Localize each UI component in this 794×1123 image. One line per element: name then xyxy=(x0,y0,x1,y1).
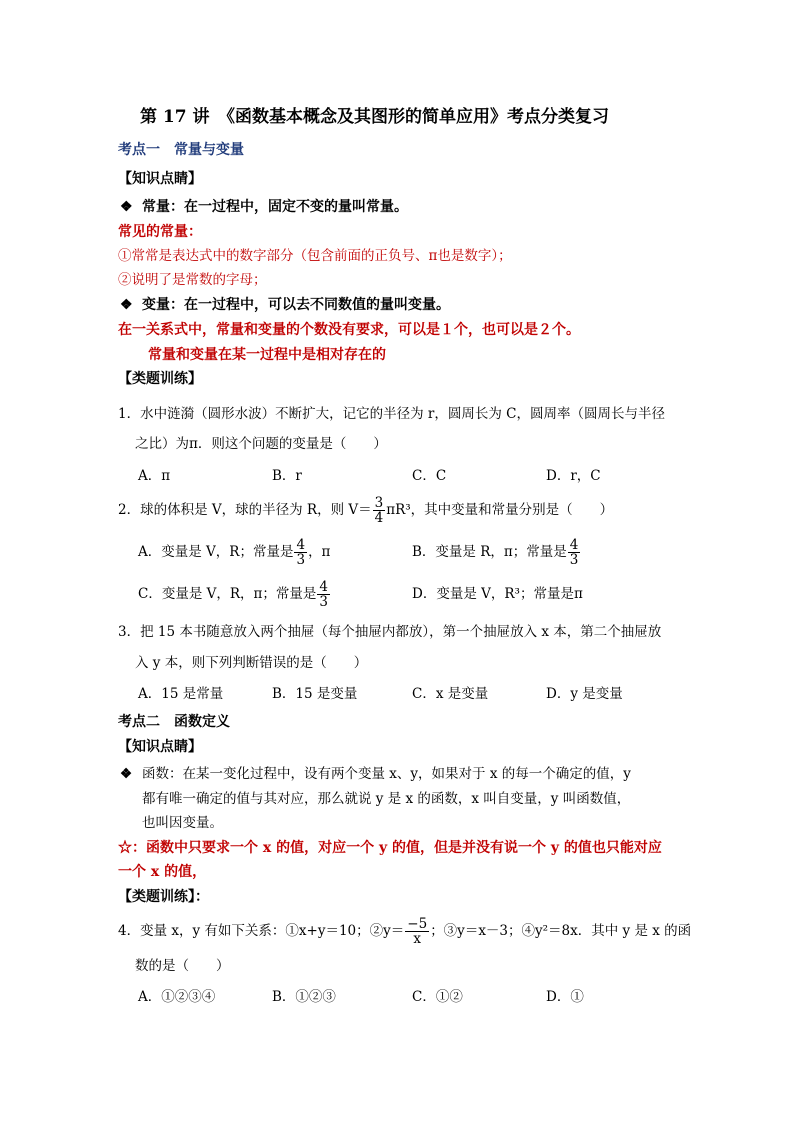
q4-option-c[interactable]: C．①② xyxy=(412,989,463,1005)
q2-option-a-suffix: ，π xyxy=(308,544,331,560)
q2-fraction-numerator: 3 xyxy=(374,495,384,511)
diamond-bullet-icon: ❖ xyxy=(120,297,133,313)
q3-option-a[interactable]: A．15 是常量 xyxy=(138,686,224,702)
note-line-1: 在一关系式中，常量和变量的个数没有要求，可以是１个，也可以是２个。 xyxy=(118,322,580,338)
q3-option-b[interactable]: B．15 是变量 xyxy=(272,686,358,702)
q2-stem xyxy=(118,494,613,526)
q4-option-b[interactable]: B．①②③ xyxy=(272,989,336,1005)
q1-option-c[interactable]: C．C xyxy=(412,468,447,484)
variable-definition-text: 变量：在一过程中，可以去不同数值的量叫变量。 xyxy=(142,297,450,313)
q2-fraction xyxy=(373,496,386,525)
q3-stem-line-1: 3．把 15 本书随意放入两个抽屉（每个抽屉内都放），第一个抽屉放入 x 本，第二个抽屉放 xyxy=(118,624,662,640)
q4-stem xyxy=(118,914,691,948)
q1-stem-line-1: 1．水中涟漪（圆形水波）不断扩大，记它的半径为 r，圆周长为 C，圆周率（圆周长与半径 xyxy=(118,406,665,422)
q1-option-d[interactable]: D．r，C xyxy=(546,468,601,484)
q2-fraction-denominator: 4 xyxy=(374,510,384,526)
section-heading-1: 考点一 常量与变量 xyxy=(118,142,244,158)
common-constants-item-2: ②说明了是常数的字母； xyxy=(118,272,267,288)
practice-tag-1: 【类题训练】 xyxy=(118,371,202,387)
q2-option-a-text: A．变量是 V，R；常量是 xyxy=(138,544,294,560)
diamond-bullet-icon: ❖ xyxy=(120,199,133,215)
q1-stem-line-2: 之比）为π．则这个问题的变量是（ ） xyxy=(135,436,387,452)
q4-stem-suffix: ；③y＝x－3；④y²＝8x．其中 y 是 x 的函 xyxy=(430,923,692,939)
q2-option-a[interactable] xyxy=(138,536,330,568)
knowledge-tag-2: 【知识点睛】 xyxy=(118,739,202,755)
practice-tag-2: 【类题训练】： xyxy=(118,889,209,905)
fraction-numerator: 4 xyxy=(569,537,579,553)
q4-stem-prefix: 4．变量 x，y 有如下关系：①x+y＝10；②y＝ xyxy=(118,923,405,939)
page-title: 第 17 讲 《函数基本概念及其图形的简单应用》考点分类复习 xyxy=(140,107,609,127)
variable-definition xyxy=(120,295,450,315)
common-constants-item-1: ①常常是表达式中的数字部分（包含前面的正负号、π也是数字）； xyxy=(118,248,512,264)
knowledge-tag-1: 【知识点睛】 xyxy=(118,171,202,187)
q4-stem-line-2: 数的是（ ） xyxy=(135,958,230,974)
q4-fraction xyxy=(405,917,429,946)
q4-option-d[interactable]: D．① xyxy=(546,989,584,1005)
function-definition-line-3: 也叫因变量。 xyxy=(142,815,223,831)
q1-option-b[interactable]: B．r xyxy=(272,468,302,484)
q2-stem-prefix: 2．球的体积是 V，球的半径为 R，则 V＝ xyxy=(118,502,372,518)
q3-option-c[interactable]: C．x 是变量 xyxy=(412,686,489,702)
diamond-bullet-icon: ❖ xyxy=(120,766,133,782)
constant-definition-text: 常量：在一过程中，固定不变的量叫常量。 xyxy=(142,199,408,215)
function-definition-line-2: 都有唯一确定的值与其对应，那么就说 y 是 x 的函数，x 叫自变量，y 叫函数值， xyxy=(142,791,631,807)
common-constants-heading: 常见的常量： xyxy=(118,224,202,240)
fraction-numerator: 4 xyxy=(296,537,306,553)
fraction-denominator: 3 xyxy=(319,594,329,610)
function-definition-line-1 xyxy=(120,764,631,784)
q2-option-c[interactable] xyxy=(138,578,331,610)
constant-definition xyxy=(120,197,408,217)
q2-option-c-text: C．变量是 V，R，π；常量是 xyxy=(138,586,317,602)
fraction-numerator: 4 xyxy=(319,579,329,595)
q2-option-a-fraction xyxy=(294,538,307,567)
q3-option-d[interactable]: D．y 是变量 xyxy=(546,686,623,702)
fraction-denominator: 3 xyxy=(296,552,306,568)
star-note-line-2: 一个 x 的值， xyxy=(118,864,207,880)
q2-option-d[interactable]: D．变量是 V，R³；常量是π xyxy=(412,586,583,602)
q2-option-b[interactable] xyxy=(412,536,581,568)
q4-fraction-denominator: x xyxy=(413,931,422,947)
fraction-denominator: 3 xyxy=(569,552,579,568)
note-line-2: 常量和变量在某一过程中是相对存在的 xyxy=(148,347,386,363)
function-definition-text-1: 函数：在某一变化过程中，设有两个变量 x、y，如果对于 x 的每一个确定的值，y xyxy=(142,766,631,782)
q2-option-b-text: B．变量是 R，π；常量是 xyxy=(412,544,567,560)
q4-fraction-numerator: −5 xyxy=(407,916,428,932)
q2-stem-suffix: πR³，其中变量和常量分别是（ ） xyxy=(386,502,614,518)
q4-option-a[interactable]: A．①②③④ xyxy=(138,989,216,1005)
q1-option-a[interactable]: A．π xyxy=(138,468,171,484)
q3-stem-line-2: 入 y 本，则下列判断错误的是（ ） xyxy=(135,655,368,671)
q2-option-b-fraction xyxy=(568,538,581,567)
star-note-line-1: ☆：函数中只要求一个 x 的值，对应一个 y 的值，但是并没有说一个 y 的值也只能对应 xyxy=(118,840,662,856)
q2-option-c-fraction xyxy=(317,580,330,609)
section-heading-2: 考点二 函数定义 xyxy=(118,714,230,730)
